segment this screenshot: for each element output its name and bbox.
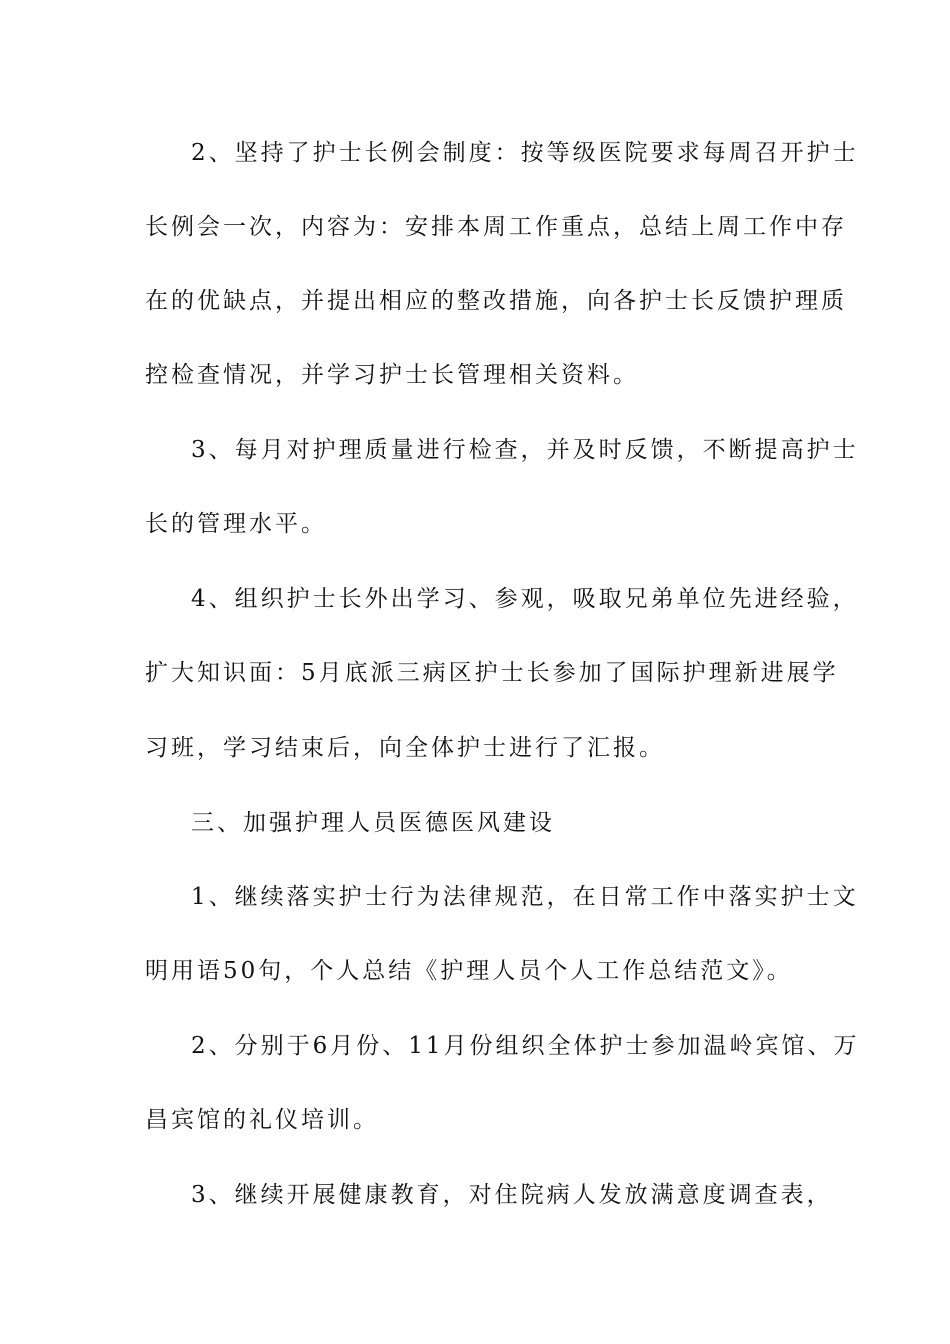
section-heading: 三、加强护理人员医德医风建设 [191, 810, 555, 836]
paragraph-line: 4、组织护士长外出学习、参观，吸取兄弟单位先进经验， [191, 586, 859, 612]
paragraph-line: 1、继续落实护士行为法律规范，在日常工作中落实护士文 [191, 884, 859, 910]
paragraph-line: 控检查情况，并学习护士长管理相关资料。 [145, 362, 639, 388]
paragraph-line: 3、每月对护理质量进行检查，并及时反馈，不断提高护士 [191, 437, 859, 463]
paragraph-line: 2、坚持了护士长例会制度：按等级医院要求每周召开护士 [191, 140, 859, 166]
paragraph-line: 长的管理水平。 [145, 511, 327, 537]
paragraph-line: 昌宾馆的礼仪培训。 [145, 1107, 379, 1133]
paragraph-line: 2、分别于6月份、11月份组织全体护士参加温岭宾馆、万 [191, 1033, 860, 1059]
paragraph-line: 扩大知识面：5月底派三病区护士长参加了国际护理新进展学 [145, 660, 839, 686]
paragraph-line: 习班，学习结束后，向全体护士进行了汇报。 [145, 735, 665, 761]
paragraph-line: 3、继续开展健康教育，对住院病人发放满意度调查表， [191, 1182, 833, 1208]
paragraph-line: 长例会一次，内容为：安排本周工作重点，总结上周工作中存 [145, 214, 847, 240]
paragraph-line: 在的优缺点，并提出相应的整改措施，向各护士长反馈护理质 [145, 288, 847, 314]
paragraph-line: 明用语50句，个人总结《护理人员个人工作总结范文》。 [145, 958, 793, 984]
